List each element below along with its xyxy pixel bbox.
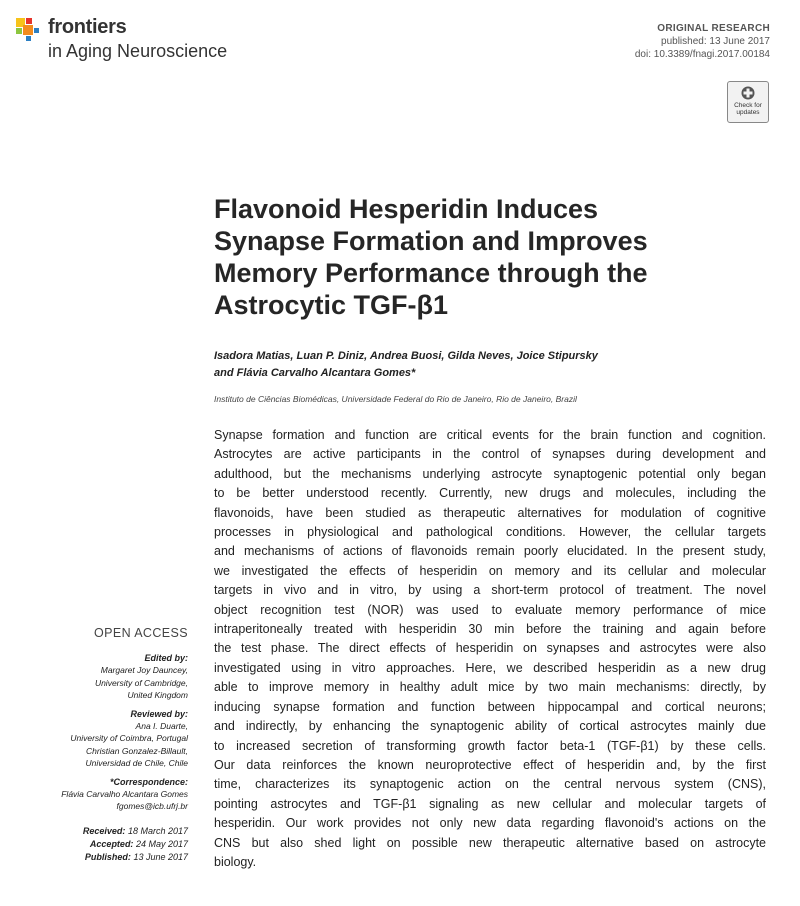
title-line: Flavonoid Hesperidin Induces: [214, 194, 599, 224]
abstract-line: to be better understood recently. Currently, new drugs and molecules, including the: [214, 486, 766, 501]
title-line: Memory Performance through the: [214, 258, 648, 288]
editor-line: University of Cambridge,: [94, 677, 188, 688]
doi[interactable]: doi: 10.3389/fnagi.2017.00184: [634, 49, 770, 60]
article-dates: [61, 825, 188, 864]
date-value: 24 May 2017: [135, 838, 188, 849]
reviewer-line: Ana I. Duarte,: [135, 720, 188, 731]
reviewer-line: Universidad de Chile, Chile: [85, 758, 188, 768]
crossmark-icon: [741, 86, 755, 100]
badge-label-line2: updates: [736, 109, 760, 116]
affiliation: Instituto de Ciências Biomédicas, Universidade Federal do Rio de Janeiro, Rio de Janeiro, Brazil: [214, 394, 577, 404]
author-line[interactable]: and Flávia Carvalho Alcantara Gomes*: [214, 367, 416, 379]
reviewer-line: Christian Gonzalez-Billault,: [85, 745, 188, 756]
badge-label-line1: Check for: [734, 102, 762, 109]
frontiers-logo-icon: [14, 16, 44, 46]
open-access-label: OPEN ACCESS: [93, 626, 188, 640]
abstract-line: able to improve memory in healthy adult mice by two main mechanisms: directly, by: [214, 680, 766, 695]
date-received: [61, 825, 188, 838]
correspondence-name: Flávia Carvalho Alcantara Gomes: [61, 788, 188, 799]
abstract-line: object recognition test (NOR) was used to evaluate memory performance of mice: [214, 602, 766, 617]
correspondence-email[interactable]: fgomes@icb.ufrj.br: [116, 801, 188, 811]
published-date: published: 13 June 2017: [661, 36, 770, 47]
abstract-line: investigated using in vitro approaches. Here, we described hesperidin as a new drug: [214, 660, 766, 675]
edited-by-heading: Edited by:: [144, 653, 188, 663]
reviewer-line: University of Coimbra, Portugal: [70, 733, 188, 743]
abstract-line: the test phase. The direct effects of hesperidin on synapses and astrocytes were also: [214, 641, 766, 656]
abstract-line: targets in vivo and in vitro, by using a short-term protocol of treatment. The novel: [214, 583, 766, 598]
title-line: Synapse Formation and Improves: [214, 226, 648, 256]
abstract-line: intraperitoneally treated with hesperidin 30 min before the training and again before: [214, 622, 766, 637]
check-for-updates-badge[interactable]: [727, 81, 769, 123]
abstract-line: inducing synapse formation and function between hippocampal and cortical neurons;: [214, 699, 766, 714]
abstract: [214, 426, 766, 872]
article-title: [214, 193, 754, 321]
abstract-line: processes in physiological and pathological conditions. However, the cellular targets: [214, 525, 766, 540]
abstract-line: to increased secretion of transforming growth factor beta-1 (TGF-β1) by these cells.: [214, 738, 766, 753]
article-meta: [635, 22, 770, 61]
sidebar: [61, 626, 188, 864]
journal-name: in Aging Neuroscience: [48, 41, 228, 61]
date-published: [61, 851, 188, 864]
title-line: Astrocytic TGF-β1: [214, 290, 449, 320]
date-value: 13 June 2017: [133, 851, 188, 862]
author-line[interactable]: Isadora Matias, Luan P. Diniz, Andrea Buosi, Gilda Neves, Joice Stipursky: [214, 350, 598, 362]
abstract-line: pointing astrocytes and TGF-β1 signaling as new cellular and molecular targets of: [214, 796, 766, 811]
article-type: ORIGINAL RESEARCH: [657, 23, 770, 34]
editor-line: Margaret Joy Dauncey,: [100, 665, 188, 675]
abstract-line: and mechanisms of actions of flavonoids remain poorly elucidated. In the present study,: [214, 544, 766, 559]
abstract-line: flavonoids, have been studied as therapeutic alternatives for modulation of cognitive: [214, 505, 766, 520]
abstract-line: we investigated the effects of hesperidin on memory and its cellular and molecular: [214, 563, 766, 578]
abstract-line: CNS but also shed light on possible new therapeutic alternative based on astrocyte: [214, 835, 766, 850]
brand-name: frontiers: [48, 16, 127, 38]
abstract-line: Synapse formation and function are critical events for the brain function and cognition.: [214, 428, 766, 442]
abstract-line: and indirectly, by enhancing the synaptogenic ability of cortical astrocytes mainly due: [214, 719, 766, 734]
date-label: Received:: [82, 825, 126, 836]
abstract-line: adulthood, but the mechanisms underlying astrocyte synaptogenic potential only began: [214, 466, 766, 481]
abstract-line: biology.: [214, 854, 257, 869]
editor-line: United Kingdom: [127, 690, 188, 700]
badge-label: [728, 102, 768, 116]
author-list: [214, 348, 774, 382]
reviewed-by-heading: Reviewed by:: [130, 708, 188, 719]
abstract-line: hesperidin. Our work provides not only new data regarding flavonoid's actions on the: [214, 816, 766, 831]
date-label: Published:: [84, 851, 131, 862]
correspondence-heading: *Correspondence:: [109, 776, 188, 787]
date-label: Accepted:: [89, 838, 134, 849]
date-value: 18 March 2017: [127, 825, 188, 836]
abstract-line: Astrocytes are active participants in the control of synapses during development and: [214, 447, 766, 462]
date-accepted: [61, 838, 188, 851]
abstract-line: time, characterizes its synaptogenic action on the central nervous system (CNS),: [214, 777, 766, 792]
abstract-line: Our data reinforces the known neuroprotective effect of hesperidin and, by the first: [214, 757, 766, 772]
